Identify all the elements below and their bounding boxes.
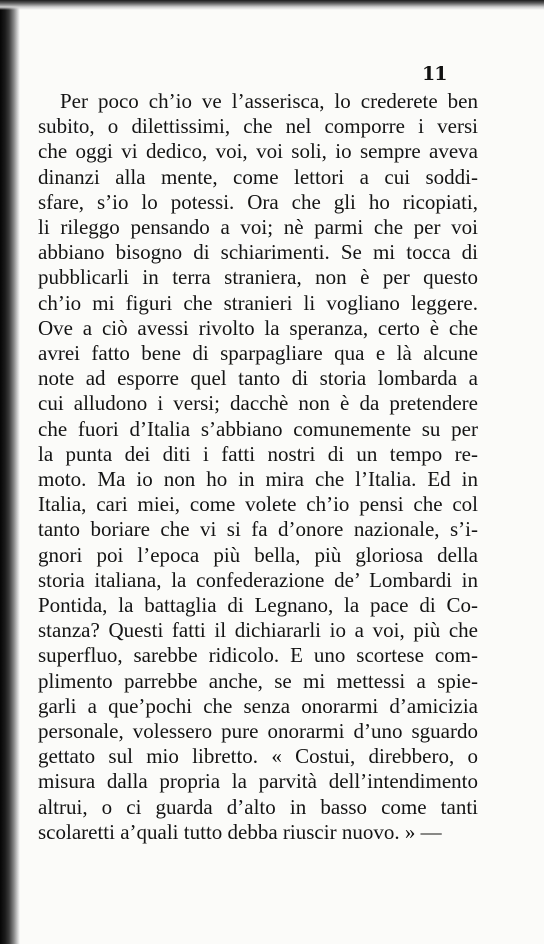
text-line: sfare, s’io lo potessi. Ora che gli ho ricopiati, [38, 189, 478, 214]
text-line: Ove a ciò avessi rivolto la speranza, certo è che [38, 315, 478, 340]
text-line: stanza? Questi fatti il dichiararli io a voi, più che [38, 618, 478, 643]
text-line: pubblicarli in terra straniera, non è per questo [38, 265, 478, 290]
text-line: plimento parrebbe anche, se mi mettessi a spie- [38, 668, 478, 693]
text-line: Per poco ch’io ve l’asserisca, lo crederete ben [60, 89, 478, 113]
text-line: superfluo, sarebbe ridicolo. E uno scortese com- [38, 643, 478, 668]
text-line: Pontida, la battaglia di Legnano, la pace di Co- [38, 593, 478, 618]
text-line: avrei fatto bene di sparpagliare qua e là alcune [38, 341, 478, 366]
text-line: li rileggo pensando a voi; nè parmi che per voi [38, 215, 478, 240]
book-spine-shadow [0, 0, 20, 944]
text-line: ch’io mi figuri che stranieri li vogliano leggere. [38, 290, 478, 315]
page-top-edge-shadow [0, 0, 544, 10]
text-line: che fuori d’Italia s’abbiano comunemente su per [38, 416, 478, 441]
text-line: subito, o dilettissimi, che nel comporre i versi [38, 114, 478, 139]
text-line: Italia, cari miei, come volete ch’io pensi che col [38, 492, 478, 517]
text-line: gnori poi l’epoca più bella, più gloriosa della [38, 542, 478, 567]
text-line: storia italiana, la confederazione de’ Lombardi in [38, 567, 478, 592]
text-line: gettato sul mio libretto. « Costui, direbbero, o [38, 744, 478, 769]
page-number: 11 [422, 63, 447, 85]
text-line: garli a que’pochi che senza onorarmi d’amicizia [38, 693, 478, 718]
text-line: abbiano bisogno di schiarimenti. Se mi tocca di [38, 240, 478, 265]
text-line: note ad esporre quel tanto di storia lombarda a [38, 366, 478, 391]
text-line: dinanzi alla mente, come lettori a cui soddi- [38, 164, 478, 189]
text-line: misura dalla propria la parvità dell’intendimento [38, 769, 478, 794]
text-line: personale, volessero pure onorarmi d’uno sguardo [38, 719, 478, 744]
text-line: tanto boriare che vi si fa d’onore nazionale, s’i- [38, 517, 478, 542]
text-line: che oggi vi dedico, voi, voi soli, io sempre aveva [38, 139, 478, 164]
text-line: scolaretti a’quali tutto debba riuscir nuovo. » — [38, 819, 442, 844]
text-line: moto. Ma io non ho in mira che l’Italia. Ed in [38, 467, 478, 492]
text-line: la punta dei diti i fatti nostri di un tempo re- [38, 441, 478, 466]
body-paragraph [38, 89, 478, 845]
text-line: cui alludono i versi; dacchè non è da pretendere [38, 391, 478, 416]
text-line: altrui, o ci guarda d’alto in basso come tanti [38, 794, 478, 819]
